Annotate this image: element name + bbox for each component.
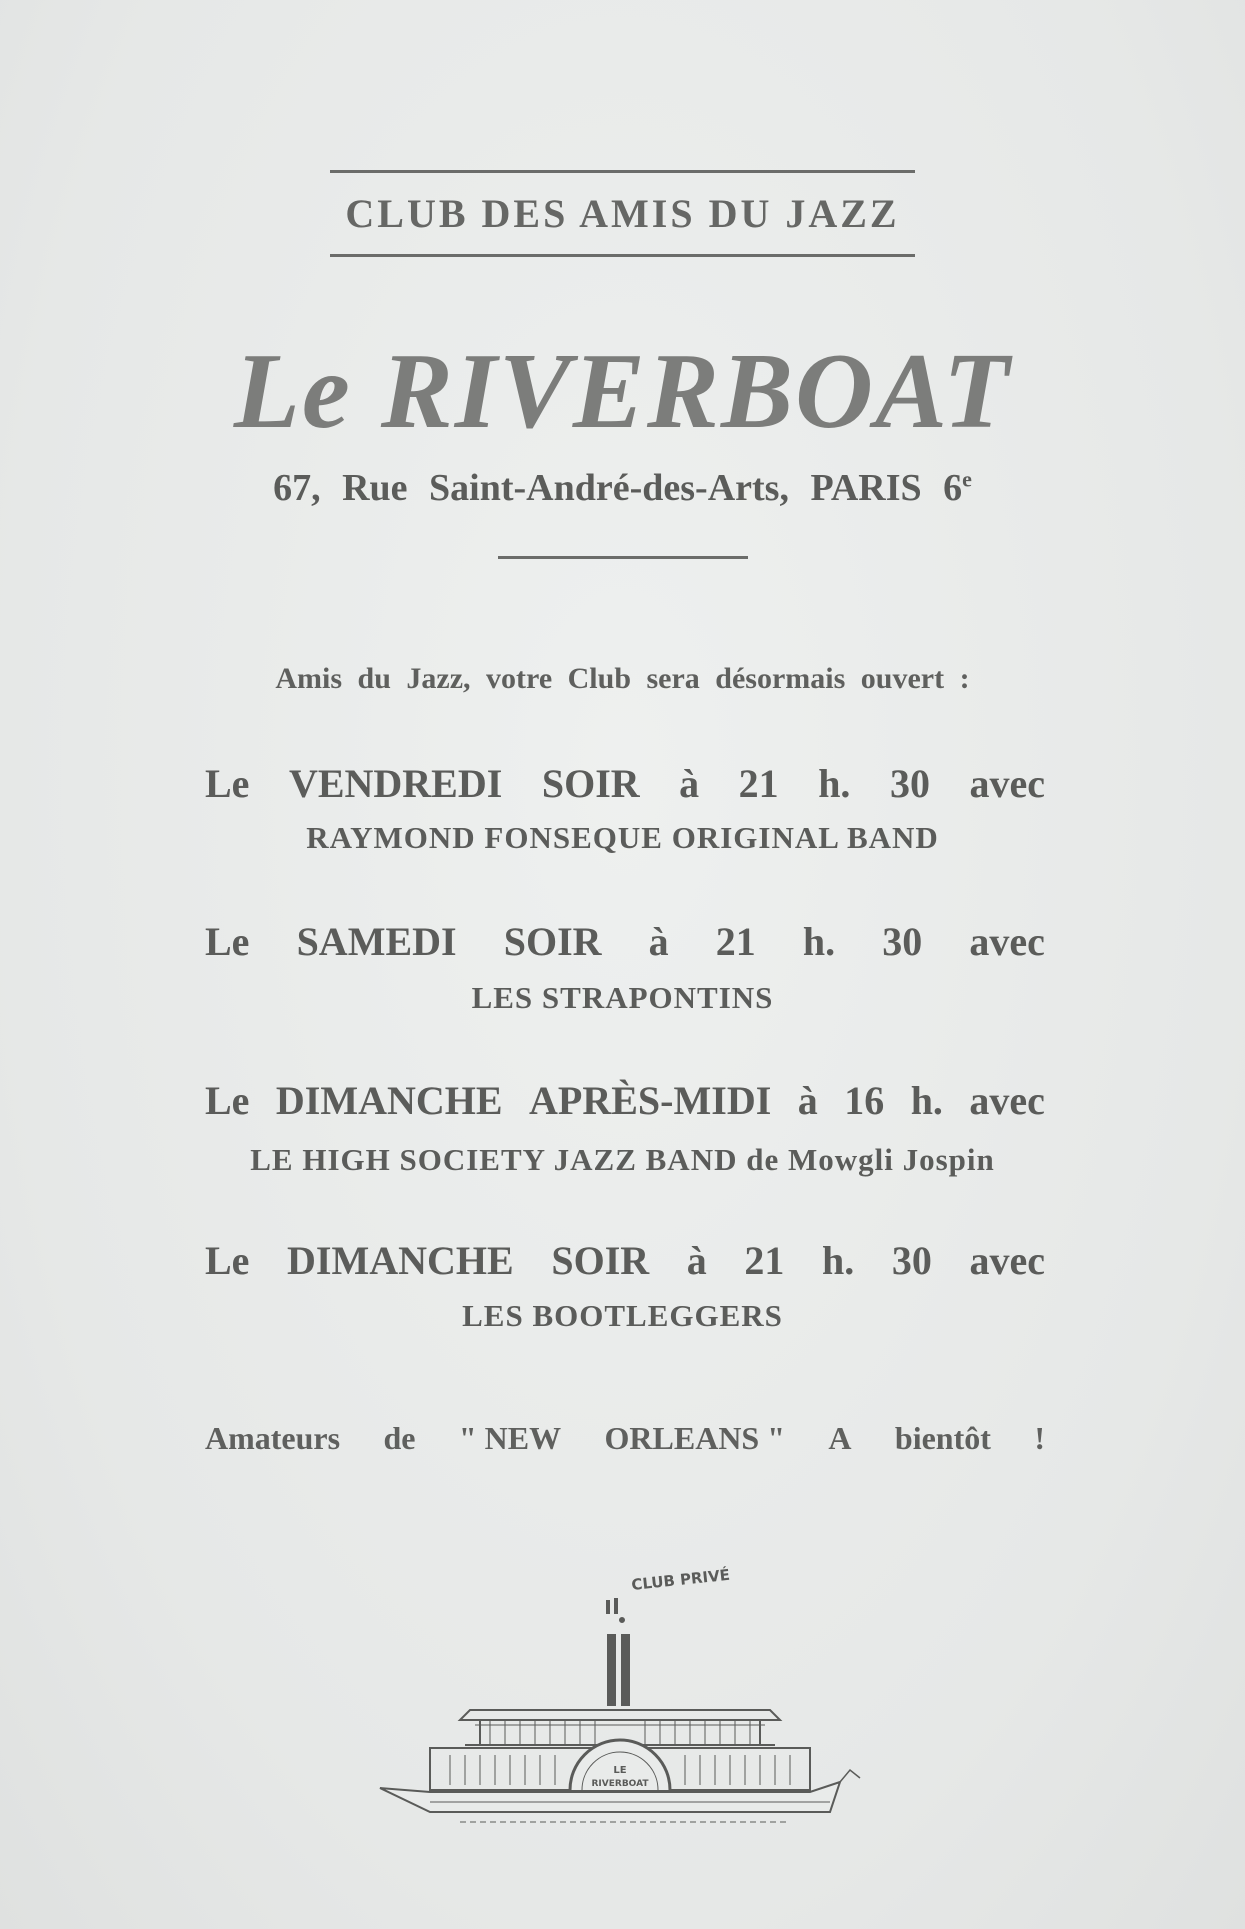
closing-word: A bbox=[828, 1420, 852, 1456]
venue-title: Le RIVERBOAT bbox=[233, 332, 1012, 451]
schedule-word: à bbox=[797, 1078, 818, 1123]
club-name: CLUB DES AMIS DU JAZZ bbox=[345, 191, 900, 236]
schedule-word: avec bbox=[969, 919, 1045, 964]
intro-text: Amis du Jazz, votre Club sera désormais ouvert : bbox=[275, 662, 970, 695]
schedule-word: 30 bbox=[889, 761, 930, 806]
schedule-day-friday bbox=[205, 760, 1045, 807]
schedule-word: Le bbox=[205, 919, 250, 964]
closing-word: ORLEANS " bbox=[604, 1420, 785, 1456]
closing-word: ! bbox=[1034, 1420, 1045, 1456]
schedule-word: SAMEDI bbox=[296, 919, 457, 964]
schedule-word: à bbox=[679, 761, 700, 806]
schedule-day-saturday bbox=[205, 918, 1045, 965]
schedule-word: VENDREDI bbox=[288, 761, 503, 806]
closing-line bbox=[205, 1420, 1045, 1457]
schedule-word: SOIR bbox=[541, 761, 640, 806]
schedule-word: Le bbox=[205, 761, 250, 806]
schedule-day-sunday-afternoon bbox=[205, 1077, 1045, 1124]
schedule-day-sunday-evening bbox=[205, 1237, 1045, 1284]
schedule-word: à bbox=[648, 919, 669, 964]
schedule-word: 21 bbox=[715, 919, 756, 964]
svg-text:CLUB PRIVÉ: CLUB PRIVÉ bbox=[630, 1565, 731, 1594]
schedule-word: h. bbox=[910, 1078, 943, 1123]
schedule-word: 21 bbox=[744, 1238, 785, 1283]
schedule-word: à bbox=[686, 1238, 707, 1283]
closing-word: " NEW bbox=[458, 1420, 562, 1456]
schedule-word: APRÈS-MIDI bbox=[529, 1078, 772, 1123]
band-saturday: LES STRAPONTINS bbox=[471, 980, 774, 1015]
closing-word: bientôt bbox=[894, 1420, 991, 1456]
address-divider bbox=[498, 556, 748, 559]
schedule-word: Le bbox=[205, 1078, 250, 1123]
schedule-word: h. bbox=[818, 761, 851, 806]
schedule-word: DIMANCHE bbox=[287, 1238, 514, 1283]
schedule-word: 16 bbox=[844, 1078, 885, 1123]
band-sunday-afternoon: LE HIGH SOCIETY JAZZ BAND de Mowgli Jospin bbox=[250, 1142, 995, 1177]
svg-text:RIVERBOAT: RIVERBOAT bbox=[591, 1779, 649, 1789]
schedule-word: avec bbox=[969, 761, 1045, 806]
closing-word: de bbox=[383, 1420, 416, 1456]
schedule-word: 30 bbox=[882, 919, 923, 964]
svg-text:LE: LE bbox=[613, 1765, 627, 1776]
schedule-word: SOIR bbox=[503, 919, 602, 964]
riverboat-logo bbox=[370, 1560, 890, 1850]
schedule-word: SOIR bbox=[551, 1238, 650, 1283]
schedule-word: 21 bbox=[738, 761, 779, 806]
venue-address bbox=[0, 466, 1245, 510]
schedule-word: Le bbox=[205, 1238, 250, 1283]
band-friday: RAYMOND FONSEQUE ORIGINAL BAND bbox=[306, 820, 939, 855]
schedule-word: 30 bbox=[891, 1238, 932, 1283]
address-text: 67, Rue Saint-André-des-Arts, PARIS 6 bbox=[273, 467, 963, 509]
schedule-word: h. bbox=[821, 1238, 855, 1283]
closing-word: Amateurs bbox=[205, 1420, 341, 1456]
band-sunday-evening: LES BOOTLEGGERS bbox=[462, 1298, 783, 1333]
club-underline bbox=[330, 254, 915, 257]
address-superscript: e bbox=[962, 466, 972, 492]
schedule-word: h. bbox=[802, 919, 836, 964]
schedule-word: avec bbox=[969, 1078, 1045, 1123]
schedule-word: avec bbox=[969, 1238, 1045, 1283]
top-rule bbox=[330, 170, 915, 173]
schedule-word: DIMANCHE bbox=[275, 1078, 503, 1123]
